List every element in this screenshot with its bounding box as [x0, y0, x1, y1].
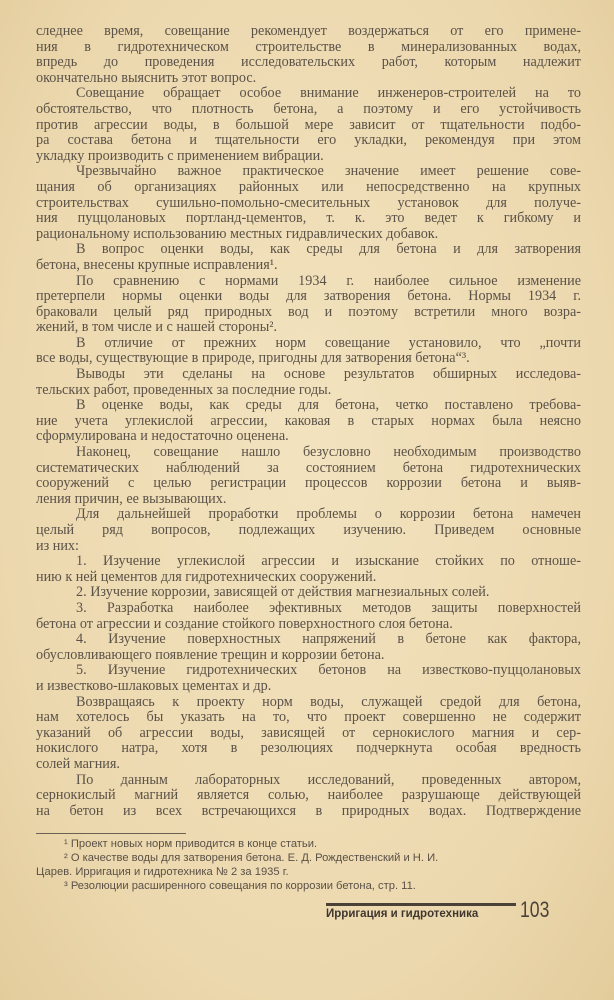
paragraph-line: По данным лабораторных исследований, проведенных автором,: [76, 772, 581, 788]
footnote-line: ¹ Проект новых норм приводится в конце статьи.: [64, 838, 318, 850]
paragraph-line: указаний об агрессии воды, зависящей от сернокислого магния и сер-: [36, 725, 581, 741]
footnote-divider: [36, 833, 186, 834]
paragraph: [36, 632, 581, 663]
footnote-line: ² О качестве воды для затворения бетона. Е. Д. Рождественский и Н. И.: [64, 852, 439, 864]
paragraph-line: окончательно выяснить этот вопрос.: [36, 70, 257, 86]
paragraph-line: все воды, существующие в природе, пригодны для затворения бетона“³.: [36, 351, 470, 367]
paragraph-line: сооружений с целью регистрации процессов коррозии бетона и выяв-: [36, 476, 581, 492]
paragraph-line: Наконец, совещание нашло безусловно необходимым производство: [76, 445, 581, 461]
paragraph: [36, 585, 581, 601]
paragraph: [36, 24, 581, 86]
footnotes: [36, 837, 581, 893]
paragraph: [36, 445, 581, 507]
paragraph-line: обусловливающего появление трещин и коррозии бетона.: [36, 647, 385, 663]
paragraph-line: бетона, внесены крупные исправления¹.: [36, 257, 278, 273]
paragraph-line: сернокислый магний является солью, наиболее разрушающе действующей: [36, 788, 581, 804]
footer-rule: [326, 903, 516, 906]
paragraph-line: Совещание обращает особое внимание инженеров-строителей на то: [76, 86, 581, 102]
paragraph-line: обстоятельство, что плотность бетона, а поэтому и его устойчивость: [36, 101, 581, 117]
paragraph-line: претерпели нормы оценки воды для затворения бетона. Нормы 1934 г.: [36, 289, 581, 305]
paragraph-line: Возвращаясь к проекту норм воды, служащей средой для бетона,: [76, 694, 581, 710]
paragraph-line: строительствах сушильно-помольно-смесительных установок для получе-: [36, 195, 581, 211]
paragraph: [36, 663, 581, 694]
paragraph-line: Чрезвычайно важное практическое значение имеет решение сове-: [76, 164, 581, 180]
paragraph-line: 4. Изучение поверхностных напряжений в бетоне как фактора,: [76, 632, 581, 648]
paragraph: [36, 554, 581, 585]
paragraph-line: По сравнению с нормами 1934 г. наиболее сильное изменение: [76, 273, 581, 289]
paragraph-line: впредь до проведения исследовательских работ, которым надлежит: [36, 55, 581, 71]
paragraph-line: Для дальнейшей проработки проблемы о коррозии бетона намечен: [76, 507, 581, 523]
paragraph: [36, 242, 581, 273]
paragraph-line: В отличие от прежних норм совещание установило, что „почти: [76, 335, 581, 351]
paragraph-line: щания об организациях районных или непосредственно на крупных: [36, 179, 581, 195]
footnote: [36, 837, 581, 851]
footnote-line: Царев. Ирригация и гидротехника № 2 за 1935 г.: [36, 866, 289, 878]
paragraph-line: и известково-шлаковых цементах и др.: [36, 678, 272, 694]
paragraph: [36, 773, 581, 820]
page-number: 103: [520, 897, 550, 922]
paragraph-line: целый ряд вопросов, подлежащих изучению. Приведем основные: [36, 523, 581, 538]
paragraph: [36, 367, 581, 398]
paragraph-line: систематических наблюдений за состоянием бетона гидротехнических: [36, 460, 581, 476]
paragraph-line: Выводы эти сделаны на основе результатов обширных исследова-: [76, 367, 581, 383]
paragraph-line: сформулирована и недостаточно оценена.: [36, 429, 289, 445]
paragraph-line: 3. Разработка наиболее эфективных методов защиты поверхностей: [76, 600, 581, 616]
paragraph-line: тельских работ, проведенных за последние годы.: [36, 382, 332, 398]
paragraph-line: нам хотелось бы указать на то, что проект совершенно не содержит: [36, 710, 581, 726]
paragraph-line: солей магния.: [36, 756, 120, 772]
footnote-line: ³ Резолюции расширенного совещания по коррозии бетона, стр. 11.: [64, 880, 416, 892]
paragraph: [36, 507, 581, 554]
paragraph: [36, 274, 581, 336]
paragraph-line: жений, в том числе и с нашей стороны².: [36, 320, 278, 336]
paragraph-line: следнее время, совещание рекомендует воздержаться от его примене-: [36, 24, 581, 39]
paragraph-line: ние учета углекислой агрессии, каковая в старых нормах была неясно: [36, 413, 581, 429]
paragraph-line: ния в гидротехническом строительстве в минерализованных водах,: [36, 39, 581, 55]
footnote: [36, 851, 581, 879]
paragraph-line: ра состава бетона и тщательности его укладки, рекомендуя при этом: [36, 133, 581, 149]
paragraph-line: против агрессии воды, в большой мере зависит от тщательности подбо-: [36, 117, 581, 133]
paragraph-line: ния пуццолановых портланд-цементов, т. к. это ведет к гибкому и: [36, 211, 581, 227]
paragraph: [36, 164, 581, 242]
paragraph: [36, 398, 581, 445]
paragraph: [36, 336, 581, 367]
paragraph: [36, 601, 581, 632]
paragraph-line: 1. Изучение углекислой агрессии и изыскание стойких по отноше-: [76, 554, 581, 570]
paragraph-line: на бетон из всех встречающихся в природных водах. Подтверждение: [36, 803, 581, 819]
paragraph-line: браковали целый ряд природных вод и поэтому встретили много возра-: [36, 304, 581, 320]
paragraph-line: бетона от агрессии и создание стойкого поверхностного слоя бетона.: [36, 616, 453, 632]
running-footer-title: Ирригация и гидротехника: [326, 908, 479, 920]
paragraph-line: рациональному использованию местных гидравлических добавок.: [36, 226, 439, 242]
paragraph-line: 5. Изучение гидротехнических бетонов на известково-пуццолановых: [76, 663, 581, 679]
paragraph: [36, 695, 581, 773]
paragraph-line: укладку производить с применением вибрации.: [36, 148, 324, 164]
paragraph-line: В вопрос оценки воды, как среды для бетона и для затворения: [76, 242, 581, 258]
footnote: [36, 879, 581, 893]
paragraph-line: В оценке воды, как среды для бетона, четко поставлено требова-: [76, 398, 581, 414]
paragraph-line: из них:: [36, 538, 79, 554]
paragraph-line: 2. Изучение коррозии, зависящей от действия магнезиальных солей.: [76, 585, 490, 601]
paragraph-line: нокислого натра, хотя в резолюциях подчеркнута особая вредность: [36, 741, 581, 757]
paragraph-line: нию к ней цементов для гидротехнических сооружений.: [36, 569, 377, 585]
paragraph-line: ления причин, ее вызывающих.: [36, 491, 227, 507]
body-text: [36, 24, 581, 819]
paragraph: [36, 86, 581, 164]
